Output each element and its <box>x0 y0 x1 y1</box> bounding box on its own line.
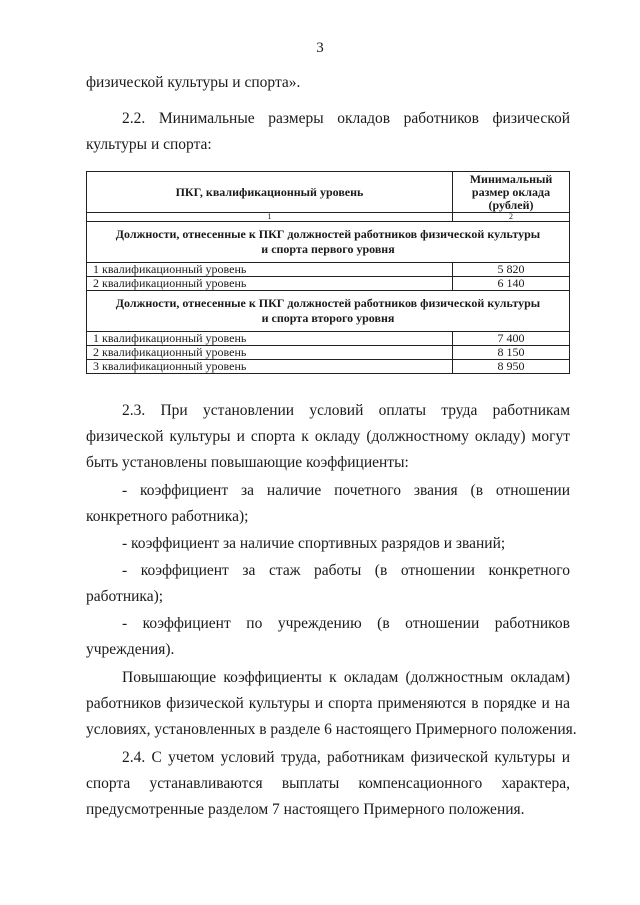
group-title <box>87 291 570 332</box>
header-salary-line: размер оклада <box>471 184 551 199</box>
text-line: - коэффициент за стаж работы (в отношении конкретного <box>122 562 570 579</box>
salary-cell: 8 950 <box>453 360 570 374</box>
group-title-line: и спорта второго уровня <box>261 311 395 325</box>
group-header-row <box>87 222 570 263</box>
salary-cell: 8 150 <box>453 346 570 360</box>
section-2-2-paragraph <box>86 106 570 158</box>
table-header-row <box>87 172 570 213</box>
bullet-item <box>86 531 570 557</box>
text-line: Повышающие коэффициенты к окладам (должностным окладам) <box>122 669 570 686</box>
group-title <box>87 222 570 263</box>
level-cell: 1 квалификационный уровень <box>87 263 453 277</box>
level-cell: 1 квалификационный уровень <box>87 332 453 346</box>
text-line: - коэффициент за наличие спортивных разрядов и званий; <box>122 535 506 552</box>
salary-cell: 7 400 <box>453 332 570 346</box>
bullet-item <box>86 558 570 610</box>
text-line: - коэффициент за наличие почетного звания (в отношении <box>122 482 570 499</box>
intro-line <box>86 70 570 96</box>
text-line: работников физической культуры и спорта применяются в порядке и на <box>86 695 570 712</box>
group-title-line: и спорта первого уровня <box>261 242 395 256</box>
bullet-item <box>86 611 570 663</box>
table-row <box>87 277 570 291</box>
level-cell: 2 квалификационный уровень <box>87 346 453 360</box>
group-title-line: Должности, отнесенные к ПКГ должностей работников физической культуры <box>115 296 541 310</box>
level-cell: 3 квалификационный уровень <box>87 360 453 374</box>
text-line: быть установлены повышающие коэффициенты: <box>86 454 409 471</box>
salary-cell: 6 140 <box>453 277 570 291</box>
header-salary-line: Минимальный <box>469 171 553 186</box>
section-2-4-paragraph <box>86 745 570 823</box>
column-number: 1 <box>87 213 453 222</box>
table-row <box>87 346 570 360</box>
text-line: учреждения). <box>86 641 175 658</box>
text-line: физической культуры и спорта к окладу (должностному окладу) могут <box>86 428 570 445</box>
text-line: культуры и спорта: <box>86 136 212 153</box>
text-line: физической культуры и спорта». <box>86 74 301 91</box>
salary-table <box>86 171 570 374</box>
text-line: 2.3. При установлении условий оплаты труда работникам <box>122 402 570 419</box>
table-row <box>87 360 570 374</box>
salary-cell: 5 820 <box>453 263 570 277</box>
group-header-row <box>87 291 570 332</box>
coefficients-paragraph <box>86 665 577 743</box>
text-line: условиях, установленных в разделе 6 настоящего Примерного положения. <box>86 721 577 738</box>
text-line: 2.4. С учетом условий труда, работникам физической культуры и <box>122 749 570 766</box>
header-salary-cell <box>453 172 570 213</box>
page-number: 3 <box>316 40 324 56</box>
section-2-3-paragraph <box>86 398 570 476</box>
level-cell: 2 квалификационный уровень <box>87 277 453 291</box>
header-level-cell: ПКГ, квалификационный уровень <box>87 172 453 213</box>
table-row <box>87 263 570 277</box>
text-line: 2.2. Минимальные размеры окладов работников физической <box>122 110 570 127</box>
header-salary-line: (рублей) <box>488 197 534 212</box>
text-line: работника); <box>86 588 164 605</box>
group-title-line: Должности, отнесенные к ПКГ должностей работников физической культуры <box>115 227 541 241</box>
column-number-row <box>87 213 570 222</box>
text-line: предусмотренные разделом 7 настоящего Примерного положения. <box>86 801 525 818</box>
column-number: 2 <box>453 213 570 222</box>
text-line: - коэффициент по учреждению (в отношении работников <box>122 615 570 632</box>
text-line: спорта устанавливаются выплаты компенсационного характера, <box>86 775 570 792</box>
bullet-item <box>86 478 570 530</box>
text-line: конкретного работника); <box>86 508 249 525</box>
table-row <box>87 332 570 346</box>
